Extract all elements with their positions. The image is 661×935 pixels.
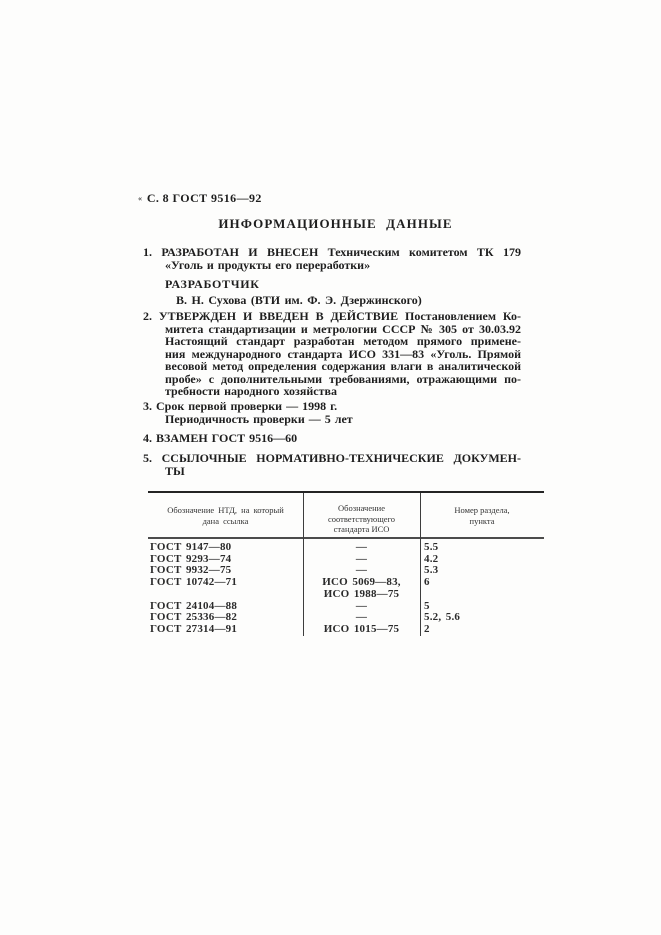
cell-section-number: 5 xyxy=(424,599,430,612)
table-header-section xyxy=(420,493,544,535)
cell-section-number: 5.3 xyxy=(424,564,439,577)
text-line: соответствующего xyxy=(327,513,396,524)
running-head-text: С. 8 ГОСТ 9516—92 xyxy=(146,191,262,205)
list-item-4 xyxy=(143,431,521,445)
table-column-divider-2 xyxy=(420,493,421,636)
text-line: 1. РАЗРАБОТАН И ВНЕСЕН Техническим комитетом ТК 179 xyxy=(143,245,521,259)
cell-ntd-designation xyxy=(148,589,303,601)
cell-iso-designation: — xyxy=(355,599,368,612)
developer-label: РАЗРАБОТЧИК xyxy=(165,277,260,291)
cell-ntd-designation: ГОСТ 9293—74 xyxy=(150,552,232,565)
cell-iso-designation: ИСО 5069—83, xyxy=(322,576,401,589)
text-line: 3. Срок первой проверки — 1998 г. xyxy=(143,399,338,413)
table-header-ntd xyxy=(148,493,303,535)
cell-section-number: 4.2 xyxy=(424,552,439,565)
cell-ntd-designation: ГОСТ 24104—88 xyxy=(150,599,238,612)
cell-section-number: 2 xyxy=(424,622,430,635)
table-header-iso xyxy=(303,493,420,535)
developer-name: В. Н. Сухова (ВТИ им. Ф. Э. Дзержинского) xyxy=(176,293,422,307)
text-line: требности народного хозяйства xyxy=(165,384,337,398)
text-line: пункта xyxy=(469,515,495,526)
cell-ntd-designation: ГОСТ 25336—82 xyxy=(150,611,238,624)
running-head xyxy=(138,191,262,206)
cell-iso-designation: ИСО 1015—75 xyxy=(323,622,400,635)
cell-ntd-designation: ГОСТ 10742—71 xyxy=(150,576,238,589)
cell-iso-designation: — xyxy=(355,611,368,624)
cell-ntd-designation: ГОСТ 27314—91 xyxy=(150,622,238,635)
text-line: 2. УТВЕРЖДЕН И ВВЕДЕН В ДЕЙСТВИЕ Постановлением Ко- xyxy=(143,309,521,323)
cell-iso-designation: — xyxy=(355,564,368,577)
table-header-row xyxy=(148,493,544,535)
text-line: Обозначение НТД, на который xyxy=(167,505,284,515)
text-line: митета стандартизации и метрологии СССР № 305 от 30.03.92 xyxy=(165,321,521,336)
print-artifact: « xyxy=(138,194,143,203)
text-line: стандарта ИСО xyxy=(333,524,390,534)
table-column-divider-1 xyxy=(303,493,304,636)
cell-section-number xyxy=(420,589,544,601)
cell-section-number: 6 xyxy=(424,576,430,589)
cell-ntd-designation: ГОСТ 9147—80 xyxy=(150,541,232,553)
text-line: Периодичность проверки — 5 лет xyxy=(165,411,353,426)
text-line: пробе» с дополнительными требованиями, отражающими по- xyxy=(165,371,521,386)
text-line: дана ссылка xyxy=(202,515,249,526)
page-title: ИНФОРМАЦИОННЫЕ ДАННЫЕ xyxy=(218,216,453,231)
table-header-separator xyxy=(148,537,544,539)
text-line: 5. ССЫЛОЧНЫЕ НОРМАТИВНО-ТЕХНИЧЕСКИЕ ДОКУМЕН- xyxy=(143,451,521,465)
cell-iso-designation: — xyxy=(355,541,368,553)
table-row xyxy=(148,624,544,636)
table-row xyxy=(148,542,544,554)
list-item-1 xyxy=(143,245,521,272)
cell-ntd-designation: ГОСТ 9932—75 xyxy=(150,564,232,577)
text-line: Настоящий стандарт разработан методом прямого примене- xyxy=(165,334,521,348)
references-table xyxy=(148,491,544,645)
text-line: ния международного стандарта ИСО 331—83 «Уголь. Прямой xyxy=(165,346,521,361)
list-item-3 xyxy=(143,399,521,426)
text-line: 4. ВЗАМЕН ГОСТ 9516—60 xyxy=(143,431,298,445)
list-item-2 xyxy=(143,309,521,398)
text-line: Номер раздела, xyxy=(454,505,510,515)
cell-section-number: 5.5 xyxy=(424,541,439,553)
cell-section-number: 5.2, 5.6 xyxy=(424,611,461,624)
text-line: ТЫ xyxy=(165,463,185,478)
cell-iso-designation: — xyxy=(355,552,368,565)
text-line: Обозначение xyxy=(338,503,385,513)
table-body xyxy=(148,542,544,636)
text-line: «Уголь и продукты его переработки» xyxy=(165,257,371,272)
text-line: весовой метод определения содержания влаги в аналитической xyxy=(165,359,521,373)
table-row xyxy=(148,589,544,601)
cell-iso-designation: ИСО 1988—75 xyxy=(323,587,400,600)
list-item-5 xyxy=(143,451,521,478)
